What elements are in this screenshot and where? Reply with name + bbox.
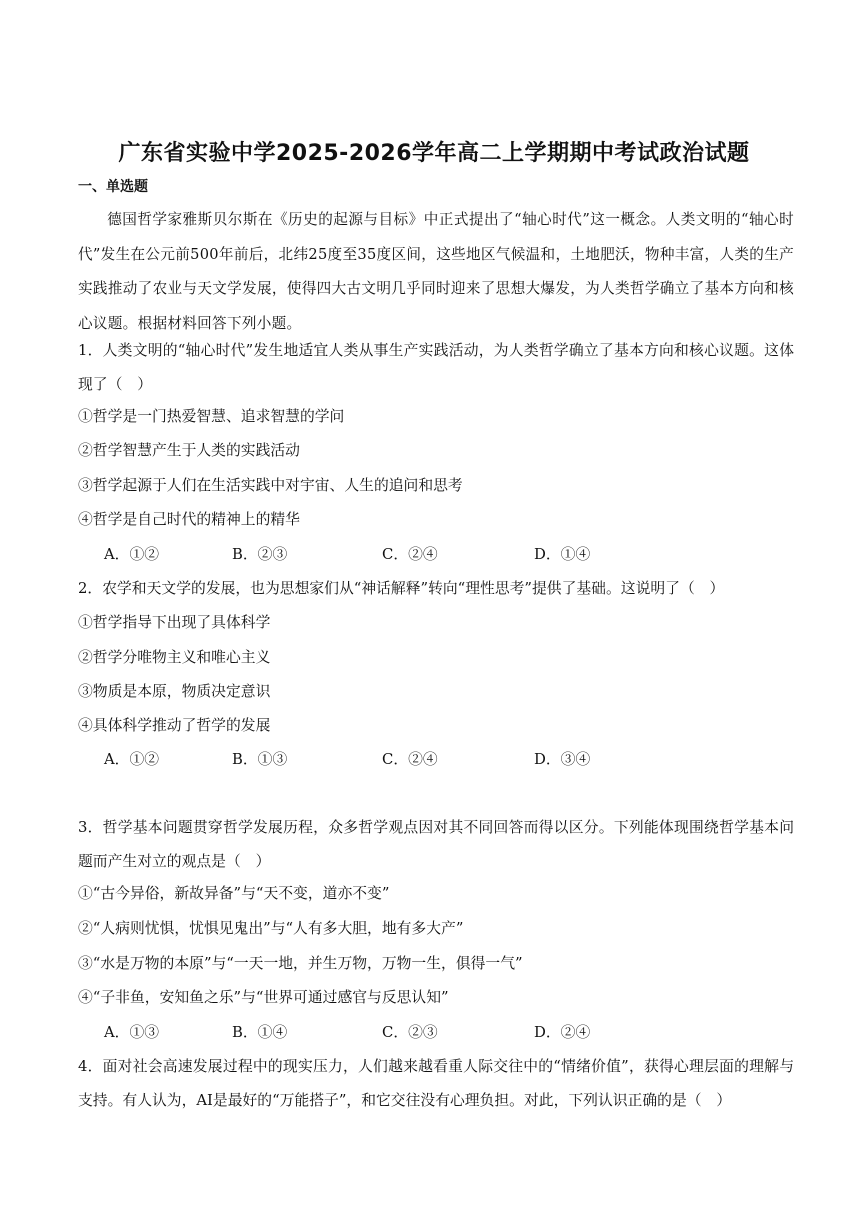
exam-title: 广东省实验中学2025-2026学年高二上学期期中考试政治试题 bbox=[118, 141, 750, 166]
question-2-item: ①哲学指导下出现了具体科学 bbox=[78, 614, 271, 631]
option-d: D．②④ bbox=[534, 1024, 591, 1041]
option-b: B．②③ bbox=[232, 546, 288, 563]
question-3-stem: 3．哲学基本问题贯穿哲学发展历程，众多哲学观点因对其不同回答而得以区分。下列能体现围绕哲学基本问题而产生对立的观点是（ ） bbox=[78, 819, 794, 870]
section-heading: 一、单选题 bbox=[78, 179, 148, 195]
question-3-item: ④“子非鱼，安知鱼之乐”与“世界可通过感官与反思认知” bbox=[78, 989, 449, 1006]
option-c: C．②④ bbox=[382, 546, 438, 563]
question-2-item: ③物质是本原，物质决定意识 bbox=[78, 683, 271, 700]
option-a: A．①② bbox=[104, 546, 160, 563]
question-3-item: ②“人病则忧惧，忧惧见鬼出”与“人有多大胆，地有多大产” bbox=[78, 920, 464, 937]
question-3-item: ③“水是万物的本原”与“一天一地，并生万物，万物一生，俱得一气” bbox=[78, 955, 523, 972]
question-3-item: ①“古今异俗，新故异备”与“天不变，道亦不变” bbox=[78, 885, 390, 902]
option-a: A．①③ bbox=[104, 1024, 160, 1041]
question-1-item: ③哲学起源于人们在生活实践中对宇宙、人生的追问和思考 bbox=[78, 477, 463, 494]
question-4-stem: 4．面对社会高速发展过程中的现实压力，人们越来越看重人际交往中的“情绪价值”，获得心理层面的理解与支持。有人认为，AI是最好的“万能搭子”，和它交往没有心理负担。对此，下列认识正确的是（ ） bbox=[78, 1058, 794, 1109]
option-d: D．③④ bbox=[534, 751, 591, 768]
option-c: C．②④ bbox=[382, 751, 438, 768]
question-1-item: ①哲学是一门热爱智慧、追求智慧的学问 bbox=[78, 408, 345, 425]
question-2-stem: 2．农学和天文学的发展，也为思想家们从“神话解释”转向“理性思考”提供了基础。这说明了（ ） bbox=[78, 580, 725, 597]
question-2-item: ②哲学分唯物主义和唯心主义 bbox=[78, 649, 271, 666]
option-c: C．②③ bbox=[382, 1024, 438, 1041]
question-1-item: ④哲学是自己时代的精神上的精华 bbox=[78, 511, 300, 528]
question-1-item: ②哲学智慧产生于人类的实践活动 bbox=[78, 442, 300, 459]
option-b: B．①③ bbox=[232, 751, 288, 768]
reading-material: 德国哲学家雅斯贝尔斯在《历史的起源与目标》中正式提出了“轴心时代”这一概念。人类文明的“轴心时代”发生在公元前500年前后，北纬25度至35度区间，这些地区气候温和，土地肥沃，物种丰富，人类的生产实践推动了农业与天文学发展，使得四大古文明几乎同时迎来了思想大爆发，为人类哲学确立了基本方向和核心议题。根据材料回答下列小题。 bbox=[78, 211, 794, 332]
option-a: A．①② bbox=[104, 751, 160, 768]
question-2-item: ④具体科学推动了哲学的发展 bbox=[78, 717, 271, 734]
question-1-stem: 1．人类文明的“轴心时代”发生地适宜人类从事生产实践活动，为人类哲学确立了基本方向和核心议题。这体现了（ ） bbox=[78, 342, 794, 393]
option-b: B．①④ bbox=[232, 1024, 288, 1041]
option-d: D．①④ bbox=[534, 546, 591, 563]
